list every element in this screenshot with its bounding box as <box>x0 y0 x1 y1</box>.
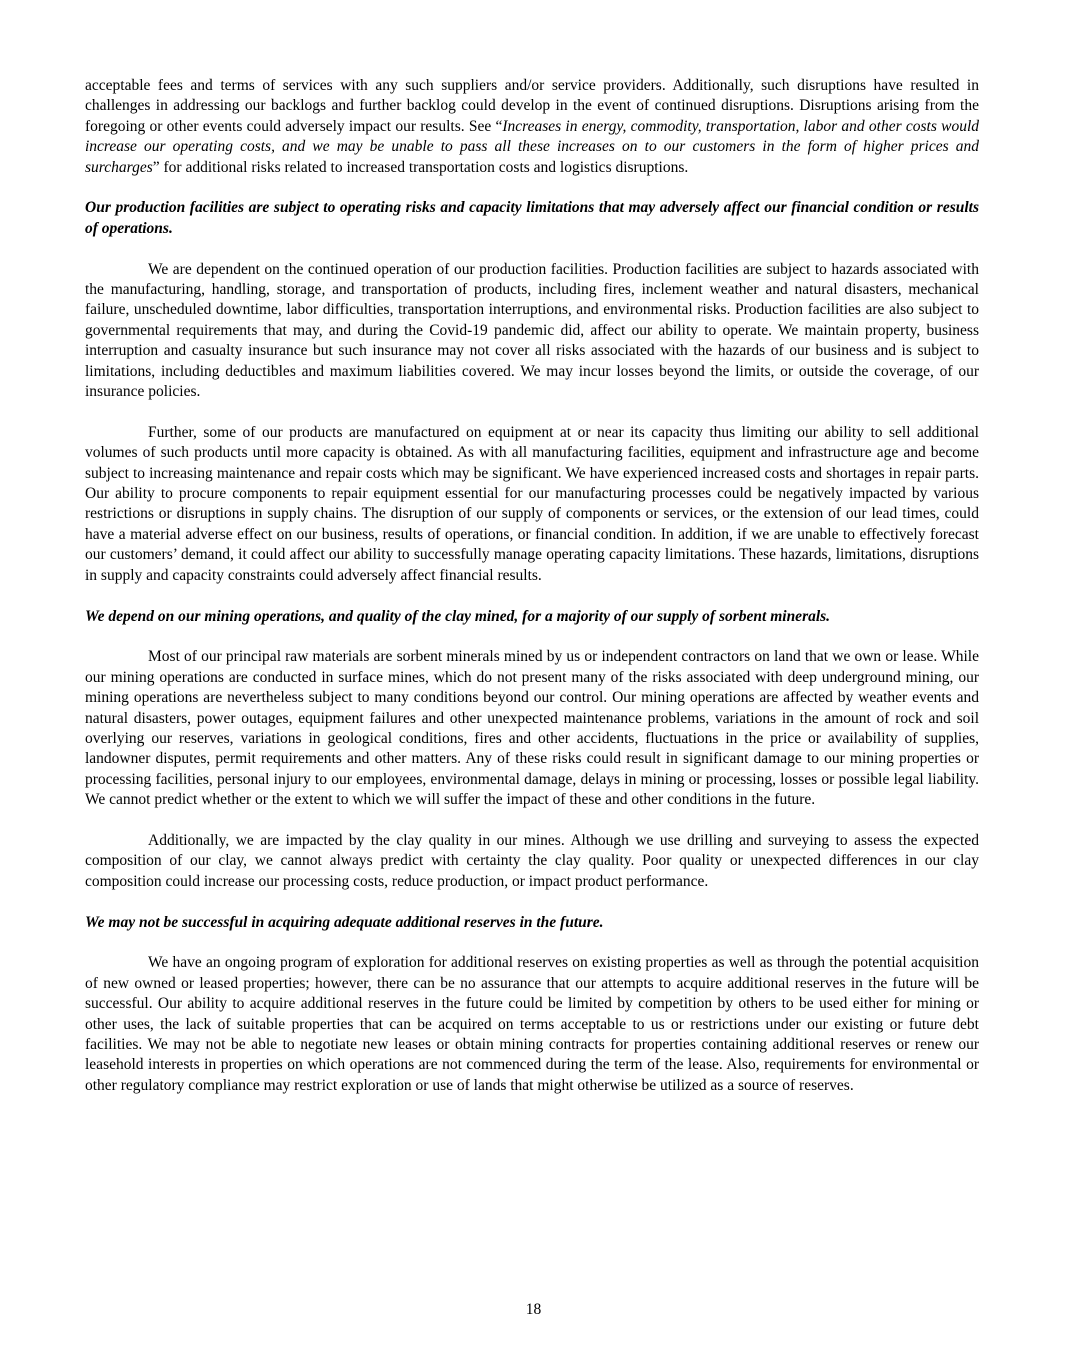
section-heading-additional-reserves: We may not be successful in acquiring adequate additional reserves in the future. <box>85 913 604 931</box>
body-paragraph: We have an ongoing program of exploration for additional reserves on existing properties as well as through the potential acquisition of new owned or leased properties; however, there can be no assurance that our attempts to acquire additional reserves in the future will be successful. Our ability to acquire additional reserves in the future could be limited by competition by others to be used either for mining or other uses, the lack of suitable properties that can be acquired on terms acceptable to us or restrictions under our existing or future debt facilities. We may not be able to negotiate new leases or obtain mining contracts for properties containing additional reserves or renew our leasehold interests in properties on which operations are not commenced during the term of the lease. Also, requirements for environmental or other regulatory compliance may restrict exploration or use of lands that might otherwise be utilized as a source of reserves. <box>85 954 979 1094</box>
intro-paragraph <box>85 76 979 178</box>
page-number: 18 <box>525 1301 542 1318</box>
body-paragraph: We are dependent on the continued operation of our production facilities. Production facilities are subject to hazards associated with the manufacturing, handling, storage, and transportation of products, including fires, inclement weather and natural disasters, mechanical failure, unscheduled downtime, labor difficulties, transportation interruptions, and environmental risks. Production facilities are also subject to governmental requirements that may, and during the Covid-19 pandemic did, affect our ability to operate. We maintain property, business interruption and casualty insurance but such insurance may not cover all risks associated with the hazards of our business and is subject to limitations, including deductibles and maximum liabilities covered. We may incur losses beyond the limits, or outside the coverage, of our insurance policies. <box>85 260 979 401</box>
body-paragraph: Most of our principal raw materials are sorbent minerals mined by us or independent contractors on land that we own or lease. While our mining operations are conducted in surface mines, which do not present many of the risks associated with deep underground mining, our mining operations are nevertheless subject to many conditions beyond our control. Our mining operations are affected by weather events and natural disasters, power outages, equipment failures and other unexpected maintenance problems, variations in the amount of rock and soil overlying our reserves, variations in geological conditions, fires and other accidents, fluctuations in the price or availability of supplies, landowner disputes, permit requirements and other matters. Any of these risks could result in significant damage to our mining properties or processing facilities, personal injury to our employees, environmental damage, delays in mining or processing, losses or possible legal liability. We cannot predict whether or the extent to which we will suffer the impact of these and other conditions in the future. <box>85 648 979 809</box>
intro-text-after: ” for additional risks related to increased transportation costs and logistics disruptions. <box>152 158 689 176</box>
section-heading-mining-operations: We depend on our mining operations, and quality of the clay mined, for a majority of our supply of sorbent minerals. <box>85 607 831 625</box>
intro-italic-reference: Increases in energy, commodity, transportation, labor and other costs would increase our operating costs, and we may be unable to pass all these increases on to our customers in the form of higher prices and surcharges <box>85 117 979 176</box>
section-heading-production-facilities: Our production facilities are subject to operating risks and capacity limitations that may adversely affect our financial condition or results of operations. <box>85 199 979 237</box>
body-paragraph: Further, some of our products are manufactured on equipment at or near its capacity thus limiting our ability to sell additional volumes of such products until more capacity is obtained. As with all manufacturing facilities, equipment and infrastructure age and become subject to increasing maintenance and repair costs which may be significant. We have experienced increased costs and shortages in repair parts. Our ability to procure components to repair equipment essential for our manufacturing processes could be negatively impacted by various restrictions or disruptions in supply chains. The disruption of our supply of components or services, or the extension of our lead times, could have a material adverse effect on our business, results of operations, or financial condition. In addition, if we are unable to effectively forecast our customers’ demand, it could affect our ability to successfully manage operating capacity limitations. These hazards, limitations, disruptions in supply and capacity constraints could adversely affect financial results. <box>85 423 979 584</box>
body-paragraph: Additionally, we are impacted by the clay quality in our mines. Although we use drilling and surveying to assess the expected composition of our clay, we cannot always predict with certainty the clay quality. Poor quality or unexpected differences in our clay composition could increase our processing costs, reduce production, or impact product performance. <box>85 831 979 890</box>
document-page <box>85 76 979 1117</box>
intro-text-before: acceptable fees and terms of services with any such suppliers and/or service providers. Additionally, such disruptions have resulted in challenges in addressing our backlogs and further backlog could develop in the event of continued disruptions. Disruptions arising from the foregoing or other events could adversely impact our results. See “ <box>85 77 979 135</box>
